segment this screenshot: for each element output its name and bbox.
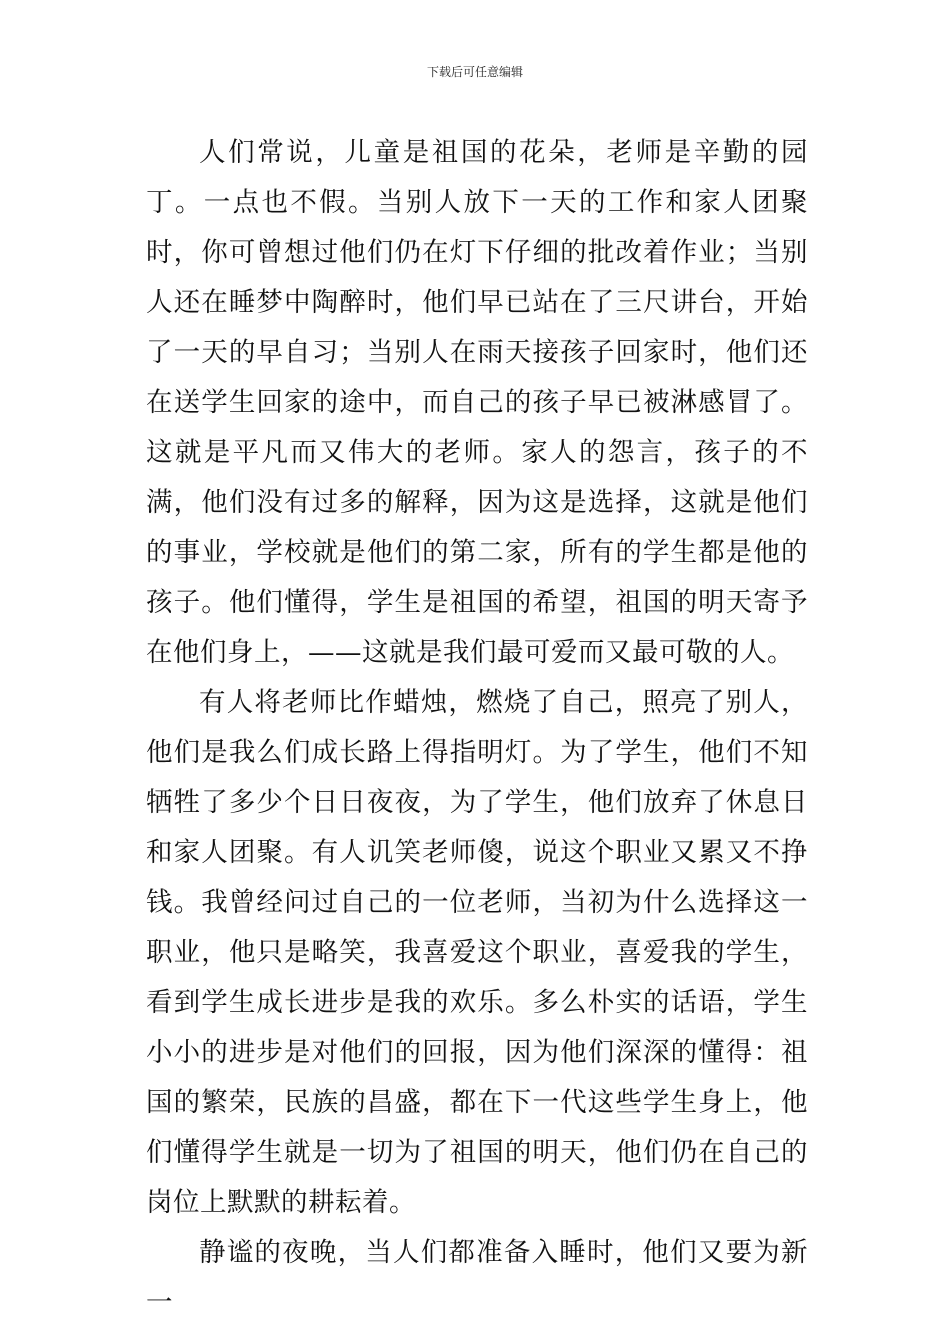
paragraph-2: 有人将老师比作蜡烛，燃烧了自己，照亮了别人，他们是我么们成长路上得指明灯。为了学生，他们不知牺牲了多少个日日夜夜，为了学生，他们放弃了休息日和家人团聚。有人讥笑老师傻，说这个职业又累又不挣钱。我曾经问过自己的一位老师，当初为什么选择这一职业，他只是略笑，我喜爱这个职业，喜爱我的学生，看到学生成长进步是我的欢乐。多么朴实的话语，学生小小的进步是对他们的回报，因为他们深深的懂得：祖国的繁荣，民族的昌盛，都在下一代这些学生身上，他们懂得学生就是一切为了祖国的明天，他们仍在自己的岗位上默默的耕耘着。 — [146, 687, 808, 1218]
paragraph-3: 静谧的夜晚，当人们都准备入睡时，他们又要为新一 — [146, 1237, 808, 1318]
page-header: 下载后可任意编辑 — [426, 65, 523, 79]
document-body — [146, 128, 808, 1328]
paragraph-1: 人们常说，儿童是祖国的花朵，老师是辛勤的园丁。一点也不假。当别人放下一天的工作和家人团聚时，你可曾想过他们仍在灯下仔细的批改着作业；当别人还在睡梦中陶醉时，他们早已站在了三尺讲台，开始了一天的早自习；当别人在雨天接孩子回家时，他们还在送学生回家的途中，而自己的孩子早已被淋感冒了。这就是平凡而又伟大的老师。家人的怨言，孩子的不满，他们没有过多的解释，因为这是选择，这就是他们的事业，学校就是他们的第二家，所有的学生都是他的孩子。他们懂得，学生是祖国的希望，祖国的明天寄予在他们身上，——这就是我们最可爱而又最可敬的人。 — [146, 137, 808, 668]
